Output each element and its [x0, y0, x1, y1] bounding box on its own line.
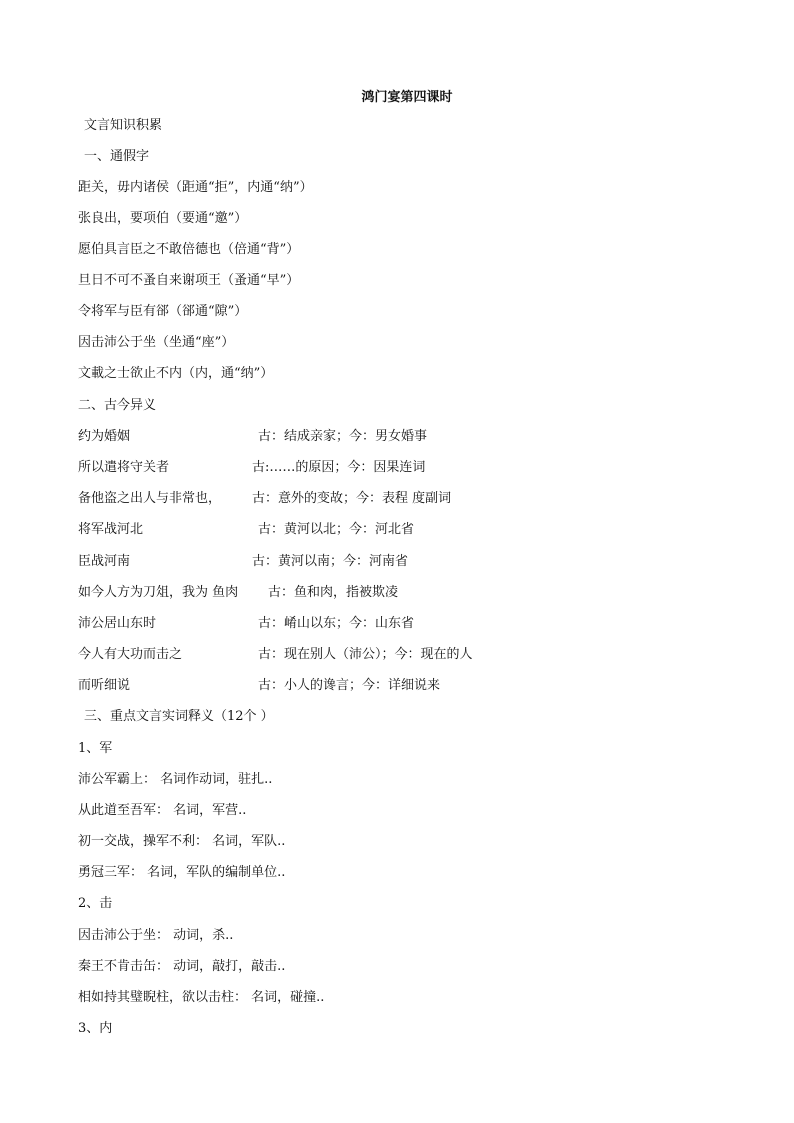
gujin-phrase: 所以遣将守关者	[78, 460, 170, 475]
tongjia-item: 愿伯具言臣之不敢倍德也（倍通“背”）	[78, 242, 300, 257]
shici-item: 从此道至吾军： 名词，军营..	[78, 803, 247, 818]
shici-item: 沛公军霸上： 名词作动词，驻扎..	[78, 772, 273, 787]
gujin-row	[78, 646, 473, 664]
gujin-phrase: 今人有大功而击之	[78, 647, 183, 662]
tongjia-item: 文載之士欲止不内（内，通“纳”）	[78, 366, 274, 381]
gujin-heading: 二、古今异义	[78, 398, 157, 413]
gujin-meaning: 古：小人的谗言；今：详细说来	[258, 678, 441, 693]
tongjia-item: 因击沛公于坐（坐通“座”）	[78, 335, 235, 350]
shici-item: 秦王不肯击缶： 动词，敲打，敲击..	[78, 959, 286, 974]
tongjia-heading: 一、通假字	[84, 149, 150, 164]
shici-group-label: 3、内	[78, 1021, 113, 1036]
section-intro: 文言知识积累	[84, 118, 163, 133]
gujin-meaning: 古：黄河以南；今：河南省	[252, 554, 409, 569]
gujin-meaning: 古：意外的变故；今：表程 度副词	[252, 491, 452, 506]
shici-item: 因击沛公于坐： 动词，杀..	[78, 928, 234, 943]
gujin-meaning: 古：黄河以北；今：河北省	[258, 522, 415, 537]
gujin-row	[78, 521, 415, 539]
gujin-row	[78, 459, 426, 477]
shici-group-label: 2、击	[78, 896, 113, 911]
tongjia-item: 距关，毋内诸侯（距通“拒”，内通“纳”）	[78, 180, 313, 195]
gujin-phrase: 臣战河南	[78, 554, 131, 569]
gujin-row	[78, 677, 441, 695]
gujin-phrase: 将军战河北	[78, 522, 144, 537]
gujin-phrase: 备他盗之出人与非常也，	[78, 491, 222, 506]
gujin-row	[78, 584, 399, 602]
tongjia-item: 旦日不可不蚤自来谢项王（蚤通“早”）	[78, 273, 300, 288]
gujin-row	[78, 490, 452, 508]
gujin-phrase: 而听细说	[78, 678, 131, 693]
gujin-meaning: 古：崤山以东；今：山东省	[258, 616, 415, 631]
page-title: 鸿门宴第四课时	[361, 90, 453, 105]
gujin-row	[78, 615, 415, 633]
gujin-row	[78, 428, 428, 446]
gujin-phrase: 约为婚姻	[78, 429, 131, 444]
shici-item: 相如持其璧睨柱，欲以击柱： 名词，碰撞..	[78, 990, 325, 1005]
gujin-phrase: 沛公居山东时	[78, 616, 157, 631]
shici-group-label: 1、军	[78, 741, 113, 756]
tongjia-item: 令将军与臣有郤（郤通“隙”）	[78, 304, 248, 319]
shici-heading: 三、重点文言实词释义（12个 ）	[84, 709, 274, 724]
gujin-meaning: 古：现在别人（沛公）；今：现在的人	[258, 647, 473, 662]
shici-item: 勇冠三军： 名词，军队的编制单位..	[78, 865, 286, 880]
gujin-row	[78, 553, 409, 571]
gujin-meaning: 古：鱼和肉，指被欺凌	[268, 585, 399, 600]
shici-item: 初一交战，操军不利： 名词，军队..	[78, 834, 286, 849]
tongjia-item: 张良出，要项伯（要通“邀”）	[78, 211, 248, 226]
gujin-meaning: 古：结成亲家；今：男女婚事	[258, 429, 428, 444]
gujin-meaning: 古:……的原因；今：因果连词	[252, 460, 426, 475]
gujin-phrase: 如今人方为刀俎，我为 鱼肉	[78, 585, 239, 600]
